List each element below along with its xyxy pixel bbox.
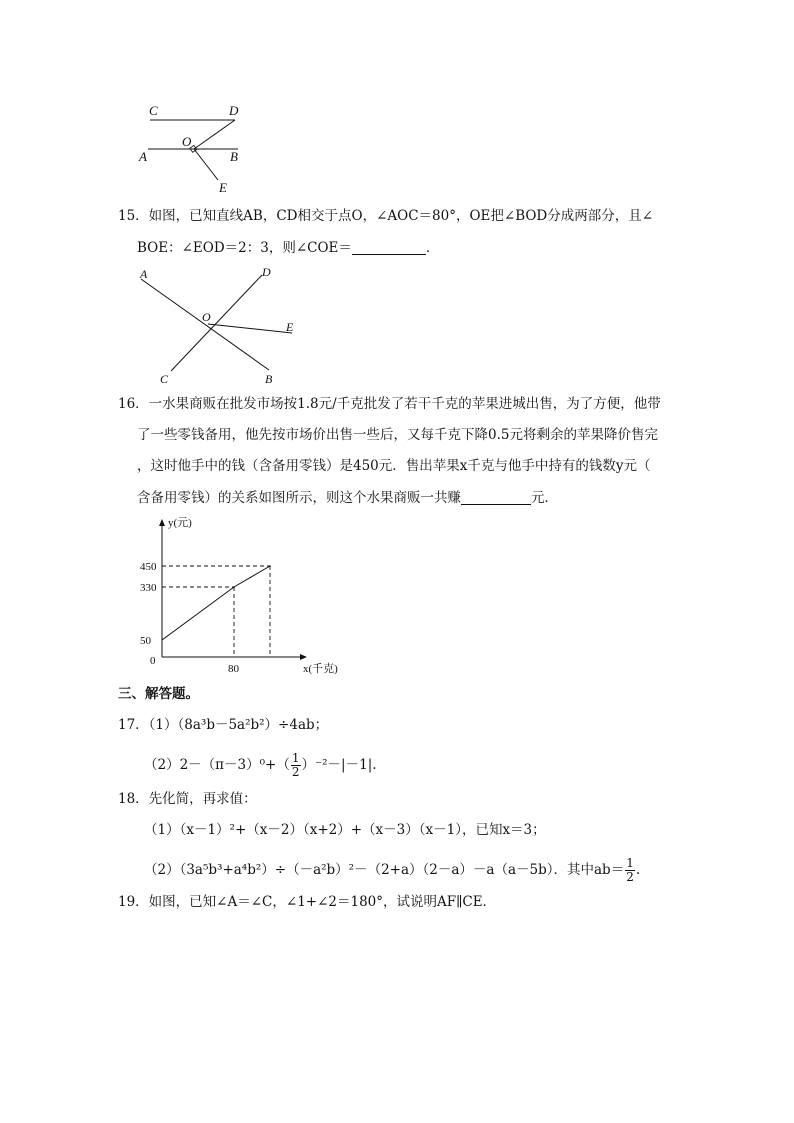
data-point bbox=[233, 586, 235, 588]
label-e: E bbox=[219, 180, 227, 195]
label-o: O bbox=[182, 134, 192, 149]
label-b: B bbox=[265, 372, 273, 386]
q16-line1: 16．一水果商贩在批发市场按1.8元/千克批发了若干千克的苹果进城出售，为了方便，他带 bbox=[118, 396, 661, 412]
q18-part2-text: （2）（3a⁵b³+a⁴b²）÷（－a²b）²－（2+a）（2－a）－a（a－5b）．其中ab＝ bbox=[144, 862, 625, 878]
data-point bbox=[269, 565, 271, 567]
label-e: E bbox=[286, 320, 294, 334]
q17-part2-end: ）⁻²－|－1|. bbox=[301, 757, 377, 773]
q16-line4-end: 元． bbox=[531, 490, 558, 506]
q17-part1: 17．（1）（8a³b－5a²b²）÷4ab； bbox=[118, 717, 329, 733]
x-axis-label: x(千克) bbox=[303, 663, 338, 675]
q15-line2-text: BOE：∠EOD＝2：3，则∠COE＝ bbox=[137, 240, 352, 256]
q16-line2: 了一些零钱备用，他先按市场价出售一些后，又每千克下降0.5元将剩余的苹果降价售完 bbox=[137, 427, 658, 443]
y-tick-label: 330 bbox=[140, 582, 157, 594]
q19-text: 19．如图，已知∠A＝∠C，∠1+∠2＝180°，试说明AF∥CE． bbox=[118, 894, 497, 910]
origin-label: 0 bbox=[150, 655, 156, 667]
q18-part2 bbox=[144, 857, 640, 884]
q16-line4-text: 含备用零钱）的关系如图所示，则这个水果商贩一共赚 bbox=[137, 490, 461, 506]
q15-line1: 15．如图，已知直线AB，CD相交于点O，∠AOC＝80°，OE把∠BOD分成两部分，且∠ bbox=[118, 208, 654, 224]
y-axis-label: y(元) bbox=[168, 517, 192, 529]
fraction-denominator: 2 bbox=[291, 765, 300, 779]
q17-part2-text: （2）2－（π－3）⁰+（ bbox=[144, 757, 290, 773]
label-o: O bbox=[202, 310, 211, 324]
y-tick-label: 450 bbox=[140, 561, 157, 573]
fraction-one-half bbox=[625, 857, 635, 884]
fraction-one-half bbox=[291, 752, 301, 779]
fraction-numerator: 1 bbox=[291, 751, 300, 765]
q18-part1: （1）（x－1）²+（x－2）（x+2）+（x－3）（x－1），已知x＝3； bbox=[144, 822, 546, 838]
label-d: D bbox=[229, 103, 239, 118]
label-c: C bbox=[160, 372, 169, 386]
label-c: C bbox=[149, 103, 158, 118]
data-series-line bbox=[162, 566, 270, 640]
fraction-denominator: 2 bbox=[626, 870, 634, 884]
fraction-numerator: 1 bbox=[626, 856, 634, 870]
label-d: D bbox=[262, 265, 271, 279]
section3-heading: 三、解答题。 bbox=[118, 686, 199, 702]
q15-line2-end: ． bbox=[425, 240, 440, 256]
q16-line3: ，这时他手中的钱（含备用零钱）是450元．售出苹果x千克与他手中持有的钱数y元（ bbox=[137, 458, 651, 474]
label-a: A bbox=[140, 267, 148, 281]
q18-part2-end: . bbox=[635, 862, 641, 878]
label-a: A bbox=[139, 149, 147, 164]
q17-part2 bbox=[144, 752, 377, 779]
label-b: B bbox=[230, 149, 238, 164]
y-tick-label: 50 bbox=[140, 635, 151, 647]
x-tick-label: 80 bbox=[228, 663, 239, 675]
q18-title: 18．先化简，再求值： bbox=[118, 791, 257, 807]
